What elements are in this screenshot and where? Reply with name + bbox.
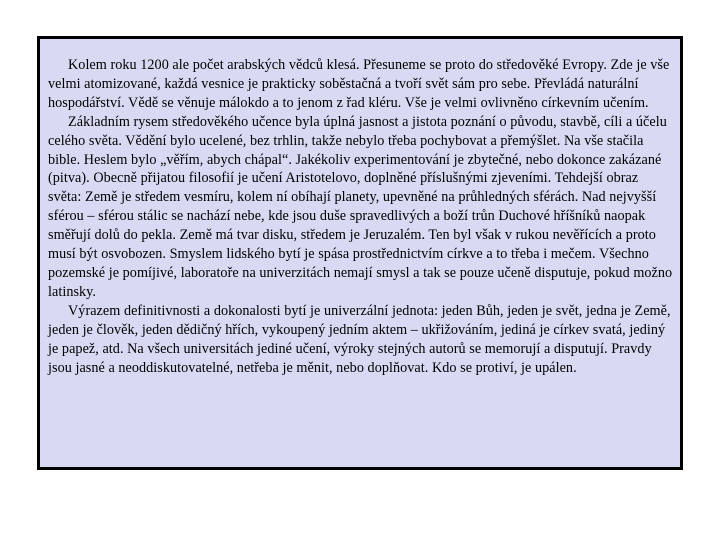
text-box: [37, 36, 683, 470]
paragraph-2: Základním rysem středověkého učence byla úplná jasnost a jistota poznání o původu, stavbě, cíli a účelu celého světa. Vědění bylo ucelené, bez trhlin, takže nebylo třeba pochybovat a přemýšlet. Na vše stačila bible. Heslem bylo „věřím, abych chápal“. Jakékoliv experimentování je zbytečné, nebo dokonce zakázané (pitva). Obecně přijatou filosofií je učení Aristotelovo, doplněné příslušnými zjeveními. Tehdejší obraz světa: Země je středem vesmíru, kolem ní obíhají planety, upevněné na průhledných sférách. Nad nejvyšší sférou – sférou stálic se nachází nebe, kde jsou duše spravedlivých a boží trůn Duchové hříšníků naopak směřují dolů do pekla. Země má tvar disku, středem je Jeruzalém. Ten byl však v rukou nevěřících a proto musí být osvobozen. Smyslem lidského bytí je spása prostřednictvím církve a to třeba i mečem. Všechno pozemské je pomíjivé, laboratoře na univerzitách nemají smysl a tak se pouze učeně disputuje, pokud možno latinsky.: [48, 113, 673, 300]
paragraph-1: Kolem roku 1200 ale počet arabských vědců klesá. Přesuneme se proto do středověké Evropy. Zde je vše velmi atomizované, každá vesnice je prakticky soběstačná a tvoří svět sám pro sebe. Převládá naturální hospodářství. Vědě se věnuje málokdo a to jenom z řad kléru. Vše je velmi ovlivněno církevním učením.: [48, 57, 670, 111]
paragraph-3: Výrazem definitivnosti a dokonalosti bytí je univerzální jednota: jeden Bůh, jeden je svět, jedna je Země, jeden je člověk, jeden dědičný hřích, vykoupený jedním aktem – ukřižováním, jediná je církev svatá, jediný je papež, atd. Na všech universitách jediné učení, výroky stejných autorů se memorují a disputují. Pravdy jsou jasné a neoddiskutovatelné, netřeba je měnit, nebo doplňovat. Kdo se protiví, je upálen.: [48, 302, 671, 376]
